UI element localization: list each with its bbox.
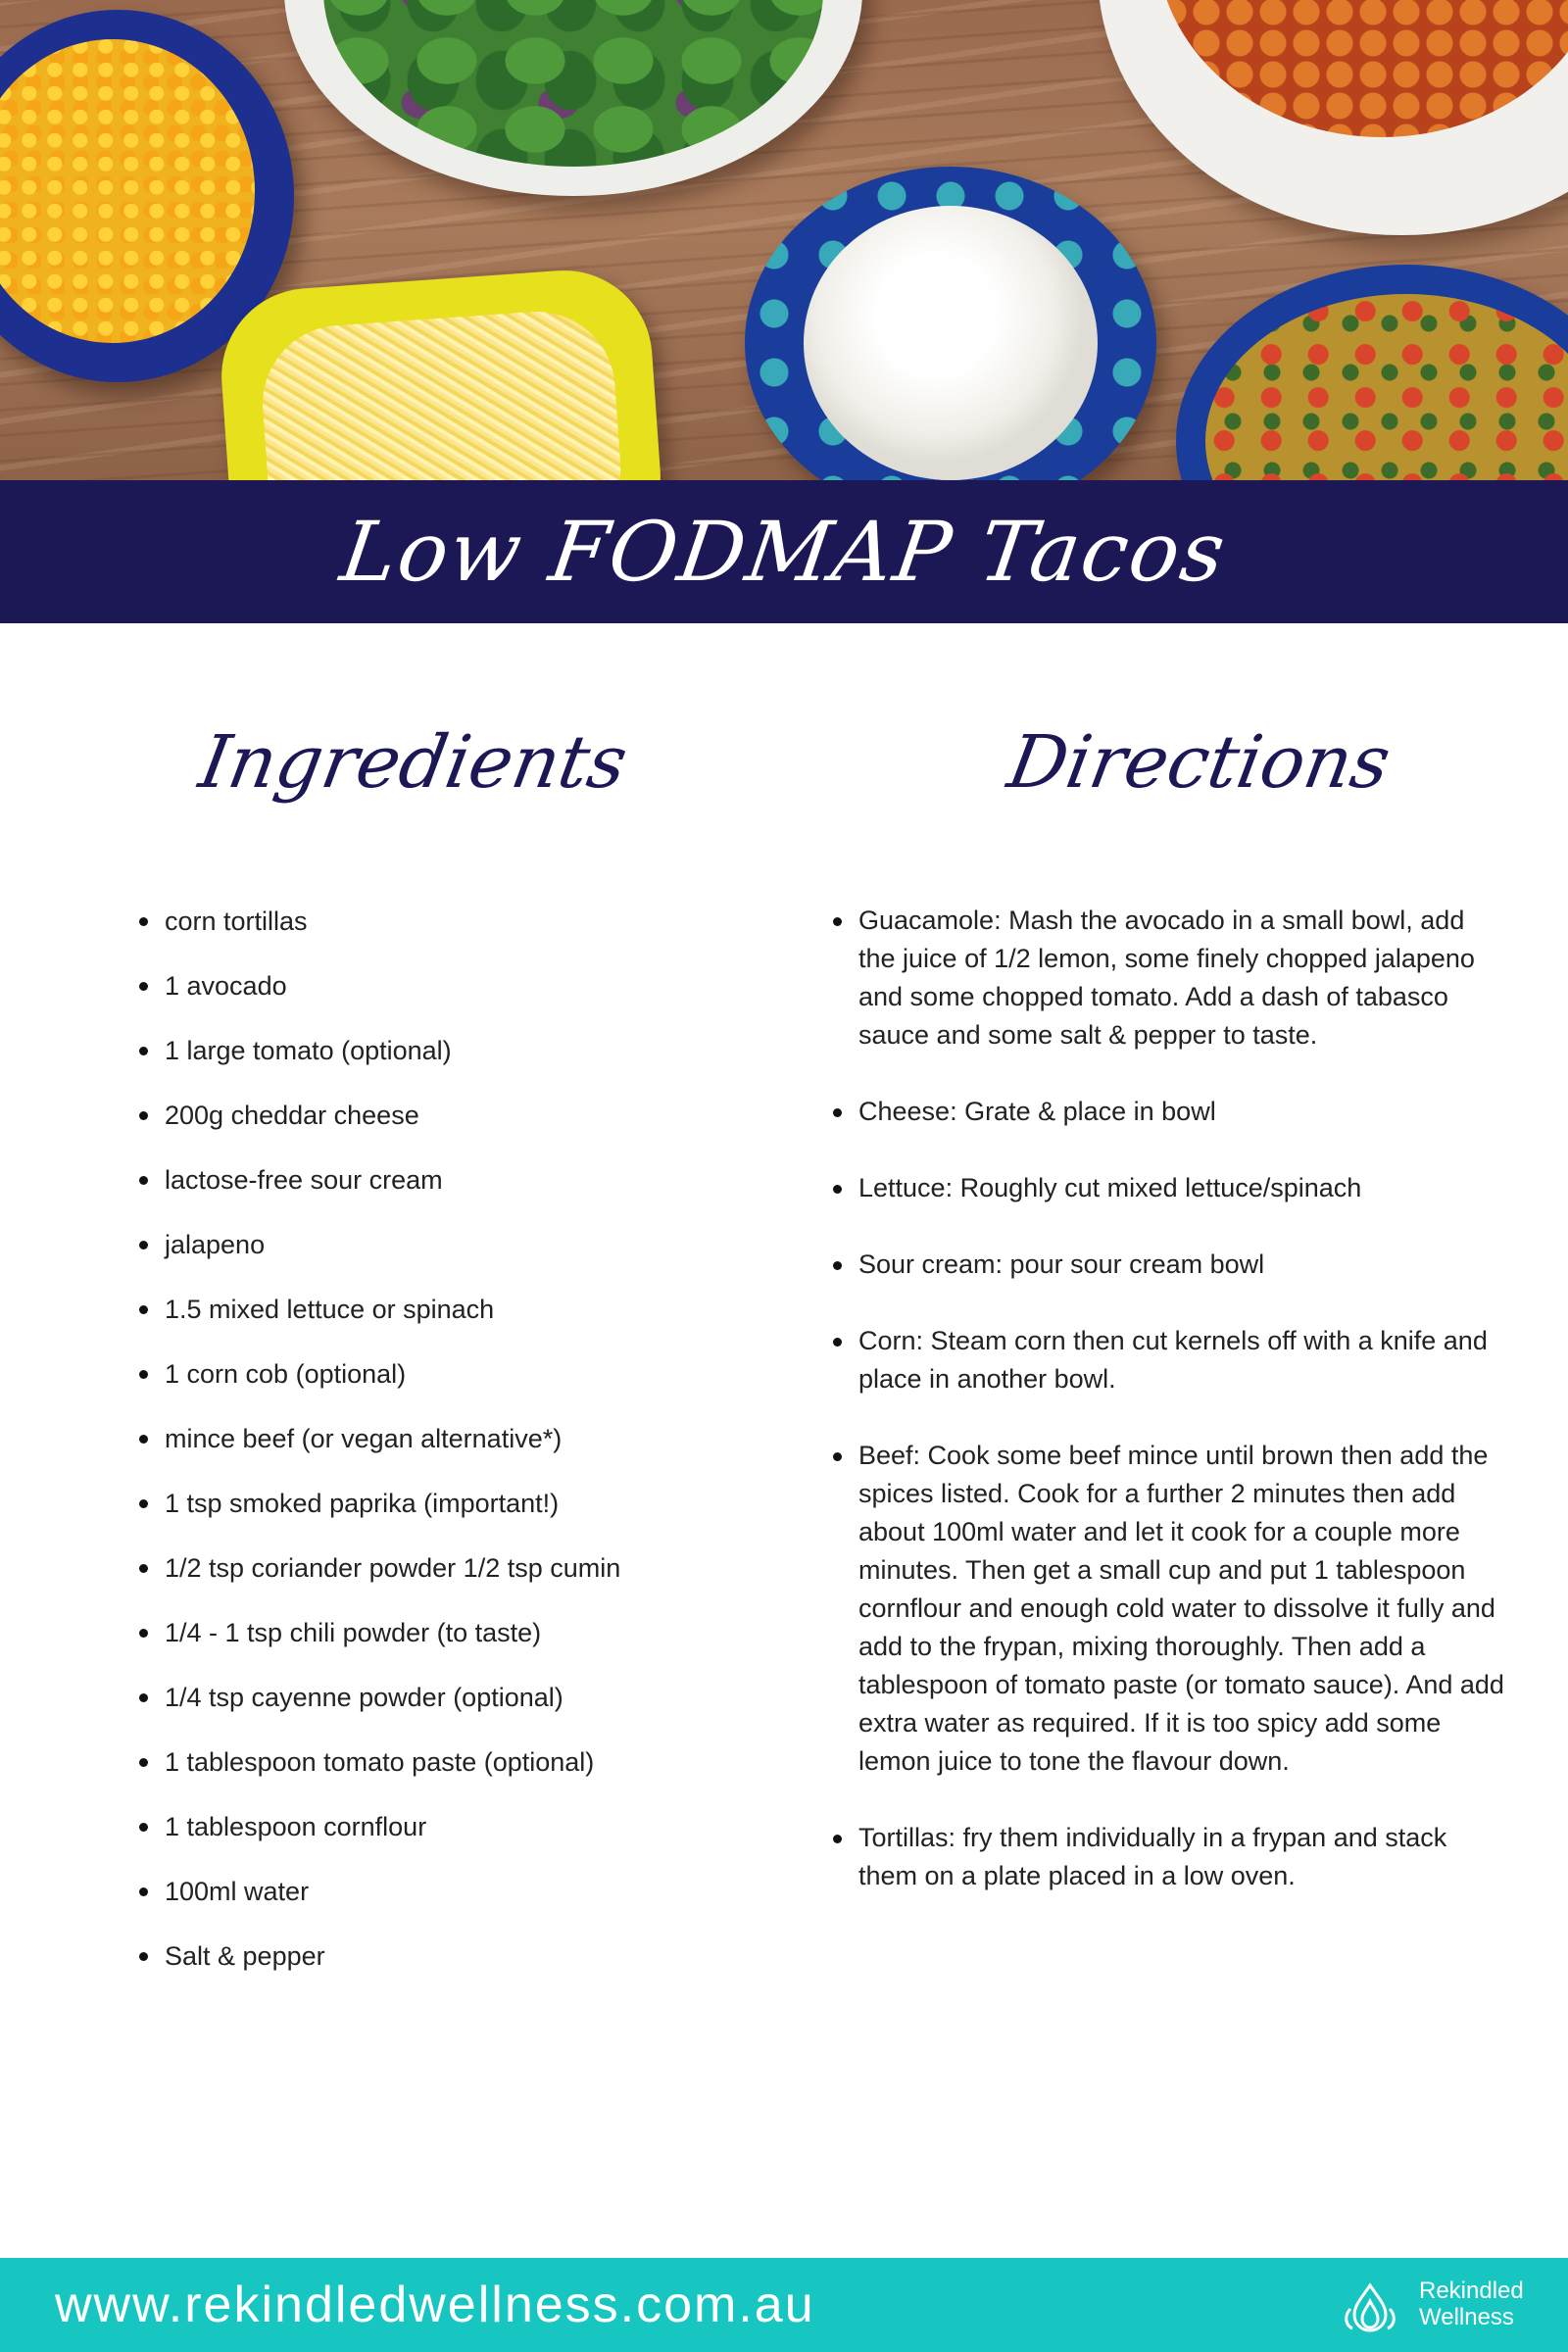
ingredient-item: 1 corn cob (optional) <box>137 1354 725 1419</box>
ingredient-item: 1.5 mixed lettuce or spinach <box>137 1290 725 1354</box>
direction-step: Corn: Steam corn then cut kernels off with a knife and place in another bowl. <box>831 1322 1507 1398</box>
directions-list <box>831 902 1507 1934</box>
logo-wordmark <box>1419 2278 1524 2330</box>
ingredient-item: corn tortillas <box>137 902 725 966</box>
directions-heading: Directions <box>1002 720 1396 805</box>
cheese-bowl <box>216 265 666 480</box>
salsa-bowl <box>1176 265 1568 480</box>
ingredient-item: mince beef (or vegan alternative*) <box>137 1419 725 1484</box>
ingredient-item: 1/4 tsp cayenne powder (optional) <box>137 1678 725 1742</box>
ingredient-item: 1 large tomato (optional) <box>137 1031 725 1096</box>
direction-step: Cheese: Grate & place in bowl <box>831 1093 1507 1131</box>
chickpea-plate <box>1098 0 1568 235</box>
ingredient-item: 1 tsp smoked paprika (important!) <box>137 1484 725 1548</box>
ingredient-item: 200g cheddar cheese <box>137 1096 725 1160</box>
website-link[interactable]: www.rekindledwellness.com.au <box>55 2277 815 2333</box>
ingredient-item: 1 tablespoon cornflour <box>137 1807 725 1872</box>
direction-step: Lettuce: Roughly cut mixed lettuce/spinach <box>831 1169 1507 1207</box>
direction-step: Guacamole: Mash the avocado in a small bowl, add the juice of 1/2 lemon, some finely chopped jalapeno and some chopped tomato. Add a dash of tabasco sauce and some salt & pepper to taste. <box>831 902 1507 1054</box>
ingredient-item: 100ml water <box>137 1872 725 1936</box>
footer-bar <box>0 2258 1568 2352</box>
ingredient-item: jalapeno <box>137 1225 725 1290</box>
logo-line-1: Rekindled <box>1419 2278 1524 2304</box>
ingredients-list <box>137 902 725 2001</box>
direction-step: Tortillas: fry them individually in a frypan and stack them on a plate placed in a low oven. <box>831 1819 1507 1895</box>
ingredients-heading: Ingredients <box>193 720 634 805</box>
sour-cream-bowl <box>745 167 1156 480</box>
ingredient-item: 1/4 - 1 tsp chili powder (to taste) <box>137 1613 725 1678</box>
direction-step: Beef: Cook some beef mince until brown then add the spices listed. Cook for a further 2 minutes then add about 100ml water and let it cook for a couple more minutes. Then get a small cup and put 1 tablespoon cornflour and enough cold water to dissolve it fully and add to the frypan, mixing thoroughly. Then add a tablespoon of tomato paste (or tomato sauce). And add extra water as required. If it is too spicy add some lemon juice to tone the flavour down. <box>831 1437 1507 1781</box>
ingredient-item: 1/2 tsp coriander powder 1/2 tsp cumin <box>137 1548 725 1613</box>
direction-step: Sour cream: pour sour cream bowl <box>831 1246 1507 1284</box>
lettuce-bowl <box>284 0 862 196</box>
hero-food-photo <box>0 0 1568 480</box>
ingredient-item: lactose-free sour cream <box>137 1160 725 1225</box>
logo-line-2: Wellness <box>1419 2304 1514 2330</box>
ingredient-item: 1 avocado <box>137 966 725 1031</box>
ingredient-item: 1 tablespoon tomato paste (optional) <box>137 1742 725 1807</box>
title-band <box>0 480 1568 623</box>
recipe-title: Low FODMAP Tacos <box>335 504 1233 600</box>
ingredient-item: Salt & pepper <box>137 1936 725 2001</box>
